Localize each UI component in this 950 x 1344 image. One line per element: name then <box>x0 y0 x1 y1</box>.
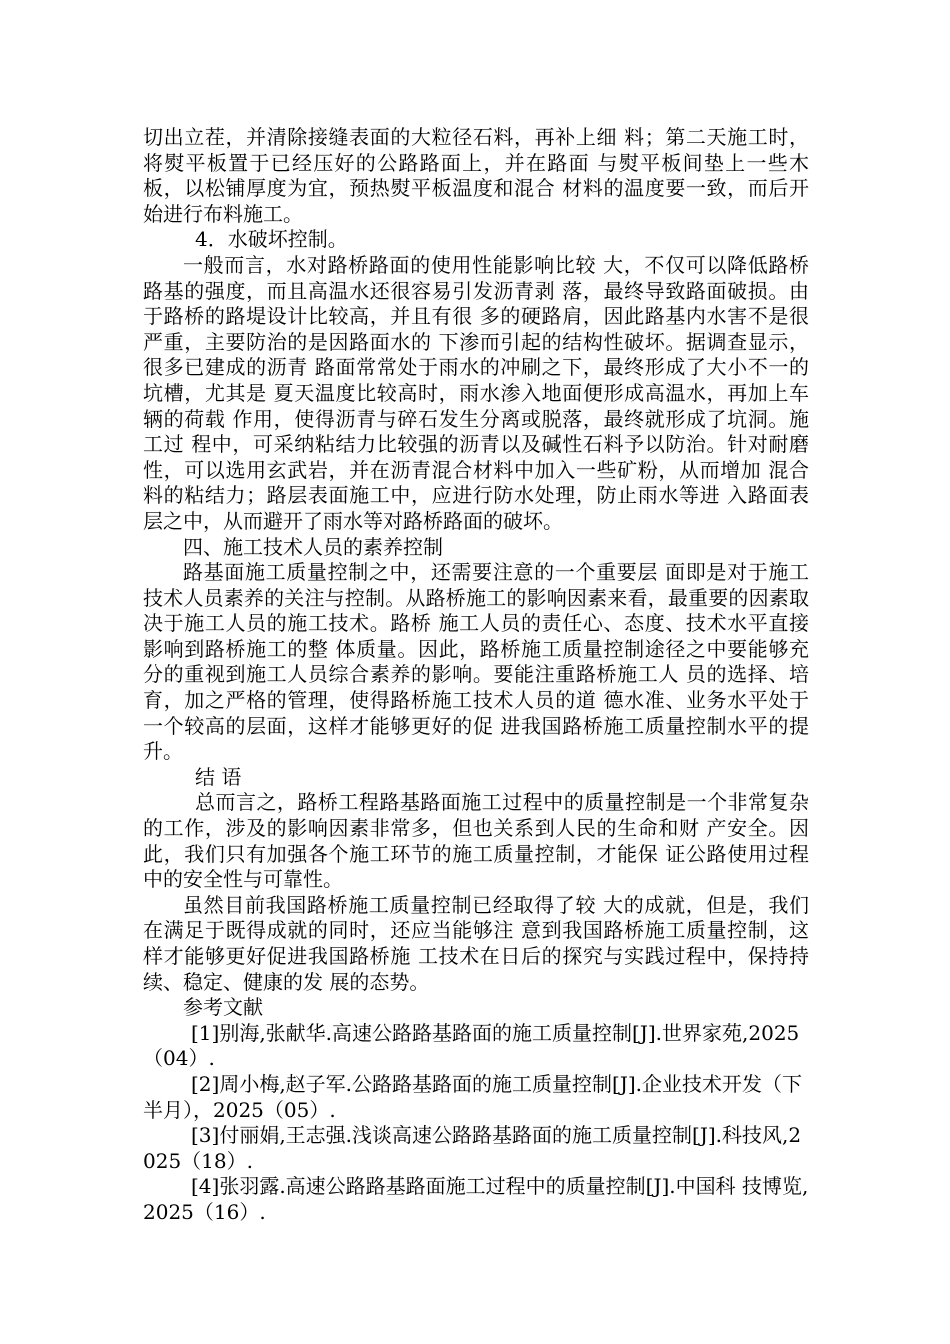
document-body <box>143 125 809 1226</box>
paragraph-water-damage: 一般而言，水对路桥路面的使用性能影响比较 大，不仅可以降低路桥路基的强度，而且高温水还很容易引发沥青剥 落，最终导致路面破损。由于路桥的路堤设计比较高，并且有很 多的硬路肩，因此路基内水害不是很严重，主要防治的是因路面水的 下渗而引起的结构性破坏。据调查显示，很多已建成的沥青 路面常常处于雨水的冲刷之下，最终形成了大小不一的坑槽，尤其是 夏天温度比较高时，雨水渗入地面便形成高温水，再加上车辆的荷载 作用，使得沥青与碎石发生分离或脱落，最终就形成了坑洞。施工过 程中，可采纳粘结力比较强的沥青以及碱性石料予以防治。针对耐磨 性，可以选用玄武岩，并在沥青混合材料中加入一些矿粉，从而增加 混合料的粘结力；路层表面施工中，应进行防水处理，防止雨水等进 入路面表层之中，从而避开了雨水等对路桥路面的破坏。 <box>143 252 809 533</box>
reference-item: [1]别海,张献华.高速公路路基路面的施工质量控制[J].世界家苑,2025（04）. <box>143 1020 800 1071</box>
heading-water-damage: 4．水破坏控制。 <box>195 227 348 252</box>
reference-item: [4]张羽露.高速公路路基路面施工过程中的质量控制[J].中国科 技博览,2025（16）. <box>143 1174 809 1224</box>
paragraph-staff-quality: 路基面施工质量控制之中，还需要注意的一个重要层 面即是对于施工技术人员素养的关注与控制。从路桥施工的影响因素来看，最重要的因素取决于施工人员的施工技术。路桥 施工人员的责任心、态度、技术水平直接影响到路桥施工的整 体质量。因此，路桥施工质量控制途径之中要能够充 分的重视到施工人员综合素养的影响。要能注重路桥施工人 员的选择、培育，加之严格的管理，使得路桥施工技术人员的道 德水准、业务水平处于一个较高的层面，这样才能够更好的促 进我国路桥施工质量控制水平的提升。 <box>143 560 809 764</box>
heading-references: 参考文献 <box>183 995 263 1020</box>
reference-item: [2]周小梅,赵子军.公路路基路面的施工质量控制[J].企业技术开发（下半月），2025（05）. <box>143 1071 803 1122</box>
paragraph-conclusion-1: 总而言之，路桥工程路基路面施工过程中的质量控制是一个非常复杂的工作，涉及的影响因素非常多，但也关系到人民的生命和财 产安全。因此，我们只有加强各个施工环节的施工质量控制，才能保 证公路使用过程中的安全性与可靠性。 <box>143 790 809 892</box>
paragraph-continuation: 切出立茬，并清除接缝表面的大粒径石料，再补上细 料；第二天施工时，将熨平板置于已经压好的公路路面上，并在路面 与熨平板间垫上一些木板，以松铺厚度为宜，预热熨平板温度和混合 材料的温度要一致，而后开始进行布料施工。 <box>143 125 809 226</box>
heading-conclusion: 结 语 <box>195 764 242 789</box>
heading-staff-quality: 四、施工技术人员的素养控制 <box>183 534 443 559</box>
reference-item: [3]付丽娟,王志强.浅谈高速公路路基路面的施工质量控制[J].科技风,2025（18）. <box>143 1123 802 1173</box>
paragraph-conclusion-2: 虽然目前我国路桥施工质量控制已经取得了较 大的成就，但是，我们在满足于既得成就的同时，还应当能够注 意到我国路桥施工质量控制，这样才能够更好促进我国路桥施 工技术在日后的探究与实践过程中，保持持续、稳定、健康的发 展的态势。 <box>143 892 809 994</box>
